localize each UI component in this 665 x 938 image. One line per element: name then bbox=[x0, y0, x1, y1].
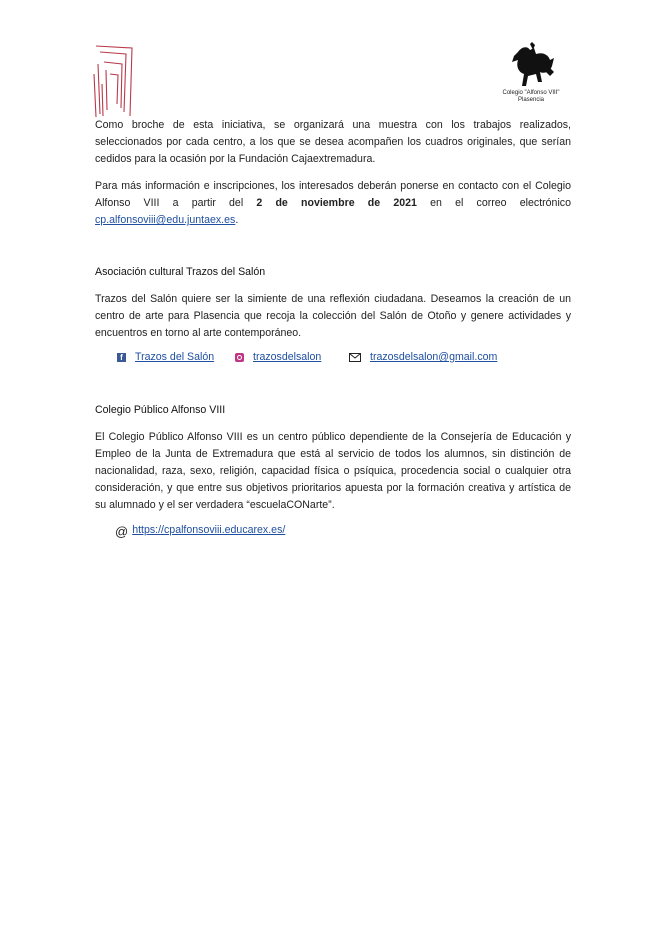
school-website-row bbox=[115, 522, 571, 539]
trazos-email-link[interactable]: trazosdelsalon@gmail.com bbox=[370, 351, 498, 363]
document-body bbox=[95, 117, 571, 539]
intro-paragraph-1: Como broche de esta iniciativa, se organizará una muestra con los trabajos realizados, seleccionados por cada centro, a los que se desea acompañen los cuadros originales, que serían cedidos para la ocasión por la Fundación Cajaextremadura. bbox=[95, 119, 571, 165]
intro-text-b: en el correo electrónico bbox=[416, 197, 571, 209]
intro-text-end: . bbox=[235, 214, 239, 226]
school-logo bbox=[498, 42, 564, 114]
trazos-del-salon-logo bbox=[92, 44, 140, 118]
colegio-heading: Colegio Público Alfonso VIII bbox=[95, 404, 226, 416]
facebook-link[interactable]: Trazos del Salón bbox=[135, 351, 215, 363]
instagram-link[interactable]: trazosdelsalon bbox=[253, 351, 322, 363]
instagram-icon bbox=[235, 353, 244, 362]
facebook-item bbox=[117, 349, 214, 366]
intro-paragraph-2 bbox=[95, 178, 571, 229]
facebook-icon: f bbox=[117, 353, 126, 362]
trazos-contact-row bbox=[95, 349, 571, 367]
email-item bbox=[349, 349, 497, 366]
trazos-heading: Asociación cultural Trazos del Salón bbox=[95, 266, 266, 278]
instagram-item bbox=[235, 349, 321, 366]
trazos-paragraph: Trazos del Salón quiere ser la simiente de una reflexión ciudadana. Deseamos la creación de un centro de arte para Plasencia que recoja la colección del Salón de Otoño y genere actividades y encuentros en torno al arte contemporáneo. bbox=[95, 293, 571, 339]
contact-email-link[interactable]: cp.alfonsoviii@edu.juntaex.es bbox=[95, 214, 236, 226]
start-date: 2 de noviembre de 2021 bbox=[256, 197, 417, 209]
colegio-paragraph: El Colegio Público Alfonso VIII es un centro público dependiente de la Consejería de Educación y Empleo de la Junta de Extremadura que está al servicio de todos los alumnos, sin distinción de nacionalidad, raza, sexo, religión, capacidad física o psíquica, procedencia social o cualquier otra consideración, y que entre sus objetivos prioritarios apuesta por la formación creativa y artística de su alumnado y el ser verdadera “escuelaCONarte”. bbox=[95, 431, 571, 511]
intro-text-a: Para más información e inscripciones, los interesados deberán ponerse en contacto con el Colegio Alfonso VIII a partir del bbox=[95, 180, 571, 209]
knight-horse-icon bbox=[504, 42, 558, 90]
envelope-icon bbox=[349, 353, 361, 362]
school-website-link[interactable]: https://cpalfonsoviii.educarex.es/ bbox=[132, 524, 286, 536]
at-icon: @ bbox=[115, 524, 129, 539]
school-logo-city: Plasencia bbox=[517, 97, 544, 103]
school-logo-caption: Colegio "Alfonso VIII" bbox=[502, 90, 560, 96]
